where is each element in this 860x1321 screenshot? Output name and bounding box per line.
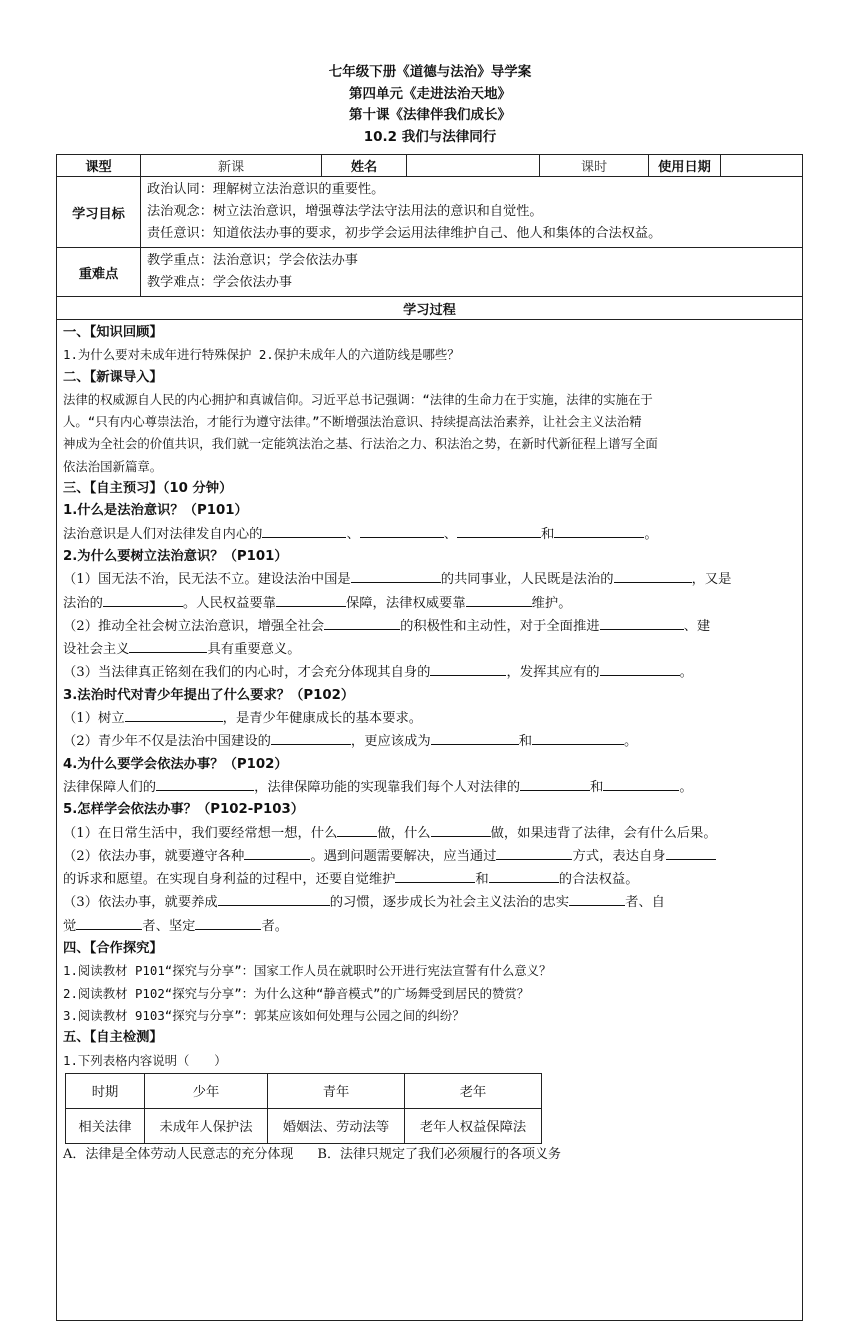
fill-text: 和 bbox=[518, 734, 532, 750]
fill-text: 。 bbox=[644, 526, 658, 542]
intro-paragraph-line: 依法治国新篇章。 bbox=[63, 458, 163, 474]
explore-question: 1.阅读教材 P101“探究与分享”：国家工作人员在就职时公开进行宪法宣誓有什么意义？ bbox=[63, 963, 552, 979]
fill-text: ，更应该成为 bbox=[350, 734, 431, 750]
goal-item: 法治观念：树立法治意识，增强尊法学法守法用法的意识和自觉性。 bbox=[147, 204, 543, 219]
fill-text: 、 bbox=[443, 526, 458, 542]
fill-text: 设社会主义 bbox=[63, 642, 130, 658]
fill-text: 维护。 bbox=[531, 595, 572, 611]
answer-blank[interactable] bbox=[466, 592, 532, 607]
fill-text: ，又是 bbox=[691, 572, 732, 588]
process-body-row bbox=[57, 320, 803, 1321]
question-4: 4.为什么要学会依法办事？（P102） bbox=[63, 756, 288, 772]
question-5-fill-1 bbox=[63, 822, 796, 845]
fill-text: 做，如果违背了法律，会有什么后果。 bbox=[490, 825, 717, 841]
question-5-fill-3 bbox=[63, 891, 796, 938]
section-preview-heading: 三、【自主预习】（10 分钟） bbox=[63, 481, 233, 497]
fill-text: 。 bbox=[679, 779, 693, 795]
fill-text: 。 bbox=[679, 665, 693, 681]
answer-blank[interactable] bbox=[125, 707, 223, 722]
question-3: 3.法治时代对青少年提出了什么要求？（P102） bbox=[63, 687, 355, 703]
table-cell: 老年人权益保障法 bbox=[405, 1108, 542, 1143]
answer-blank[interactable] bbox=[351, 568, 441, 583]
answer-blank[interactable] bbox=[520, 776, 590, 791]
fill-text: 者、坚定 bbox=[142, 918, 196, 934]
table-cell: 未成年人保护法 bbox=[145, 1108, 268, 1143]
document-title-block bbox=[0, 62, 860, 148]
study-guide-table bbox=[56, 154, 803, 1321]
grade-title: 七年级下册《道德与法治》导学案 bbox=[328, 64, 532, 80]
answer-blank[interactable] bbox=[129, 638, 207, 653]
option-a[interactable]: A．法律是全体劳动人民意志的充分体现 bbox=[63, 1146, 294, 1162]
option-b[interactable]: B．法律只规定了我们必须履行的各项义务 bbox=[317, 1146, 561, 1162]
key-points-row bbox=[57, 248, 803, 297]
key-points-content bbox=[141, 248, 803, 297]
answer-blank[interactable] bbox=[395, 868, 475, 883]
fill-text: ，发挥其应有的 bbox=[506, 665, 600, 681]
fill-text: 、 bbox=[346, 526, 360, 542]
answer-blank[interactable] bbox=[244, 845, 310, 860]
review-question: 1.为什么要对未成年进行特殊保护 2.保护未成年人的六道防线是哪些？ bbox=[63, 347, 460, 363]
answer-blank[interactable] bbox=[430, 661, 506, 676]
answer-blank[interactable] bbox=[360, 523, 444, 538]
answer-blank[interactable] bbox=[496, 845, 572, 860]
fill-text: 的共同事业，人民既是法治的 bbox=[440, 572, 614, 588]
answer-blank[interactable] bbox=[195, 915, 261, 930]
fill-text: ，法律保障功能的实现靠我们每个人对法律的 bbox=[254, 779, 521, 795]
lesson-title: 第十课《法律伴我们成长》 bbox=[349, 107, 511, 123]
law-period-table bbox=[65, 1073, 542, 1144]
fill-text: 的习惯，逐步成长为社会主义法治的忠实 bbox=[329, 895, 570, 911]
question-2-fill-1 bbox=[63, 568, 796, 615]
fill-text: 。遇到问题需要解决，应当通过 bbox=[310, 848, 497, 864]
fill-text: 者。 bbox=[261, 918, 289, 934]
fill-text: ，是青少年健康成长的基本要求。 bbox=[222, 711, 423, 727]
fill-text: 法律保障人们的 bbox=[63, 779, 157, 795]
answer-blank[interactable] bbox=[532, 730, 624, 745]
key-points-label: 重难点 bbox=[57, 248, 141, 297]
question-1-fill bbox=[63, 523, 796, 546]
fill-text: 具有重要意义。 bbox=[207, 642, 301, 658]
fill-text: 的合法权益。 bbox=[558, 872, 639, 888]
process-body bbox=[57, 320, 803, 1321]
explore-question: 3.阅读教材 9103“探究与分享”：郭某应该如何处理与公园之间的纠纷？ bbox=[63, 1007, 465, 1023]
section-review-heading: 一、【知识回顾】 bbox=[63, 325, 163, 340]
use-date-field[interactable] bbox=[721, 155, 803, 177]
goals-row bbox=[57, 177, 803, 248]
lesson-type-label: 课型 bbox=[57, 155, 141, 177]
fill-text: 觉 bbox=[63, 918, 77, 934]
question-2-fill-2 bbox=[63, 615, 796, 662]
table-header-cell: 青年 bbox=[268, 1073, 405, 1108]
answer-blank[interactable] bbox=[489, 868, 559, 883]
table-cell: 相关法律 bbox=[66, 1108, 145, 1143]
answer-blank[interactable] bbox=[603, 776, 679, 791]
fill-text: （1）国无法不治，民无法不立。建设法治中国是 bbox=[63, 572, 351, 588]
student-name-field[interactable] bbox=[407, 155, 540, 177]
fill-text: （2）依法办事，就要遵守各种 bbox=[63, 848, 245, 864]
question-2: 2.为什么要树立法治意识？（P101） bbox=[63, 548, 288, 564]
answer-blank[interactable] bbox=[614, 568, 692, 583]
goals-label: 学习目标 bbox=[57, 177, 141, 248]
intro-paragraph-line: 人。“只有内心尊崇法治，才能行为遵守法律。”不断增强法治意识、持续提高法治素养，让社会主义法治精 bbox=[63, 414, 642, 430]
table-header-cell: 老年 bbox=[405, 1073, 542, 1108]
section-explore-heading: 四、【合作探究】 bbox=[63, 941, 163, 957]
question-4-fill bbox=[63, 776, 796, 799]
answer-blank[interactable] bbox=[600, 615, 684, 630]
table-header-cell: 少年 bbox=[145, 1073, 268, 1108]
fill-text: 。 bbox=[624, 734, 638, 750]
test-question-1: 1.下列表格内容说明（ ） bbox=[63, 1052, 227, 1068]
question-5-fill-2 bbox=[63, 845, 796, 892]
question-3-fill-2 bbox=[63, 730, 796, 753]
fill-text: 和 bbox=[475, 872, 489, 888]
answer-blank[interactable] bbox=[276, 592, 346, 607]
answer-options bbox=[63, 1144, 796, 1166]
fill-text: （3）当法律真正铭刻在我们的内心时，才会充分体现其自身的 bbox=[63, 665, 431, 681]
question-1: 1.什么是法治意识？（P101） bbox=[63, 503, 248, 519]
goals-content bbox=[141, 177, 803, 248]
unit-title: 第四单元《走进法治天地》 bbox=[349, 85, 511, 102]
question-3-fill-1 bbox=[63, 707, 796, 730]
answer-blank[interactable] bbox=[337, 822, 377, 837]
answer-blank[interactable] bbox=[569, 891, 625, 906]
answer-blank[interactable] bbox=[600, 661, 680, 676]
fill-text: （2）青少年不仅是法治中国建设的 bbox=[63, 734, 271, 750]
process-title-row bbox=[57, 297, 803, 320]
answer-blank[interactable] bbox=[666, 845, 716, 860]
fill-text: 保障，法律权威要靠 bbox=[345, 595, 466, 611]
fill-text: 的积极性和主动性，对于全面推进 bbox=[400, 618, 600, 634]
answer-blank[interactable] bbox=[271, 730, 351, 745]
fill-text: 和 bbox=[541, 526, 555, 542]
fill-text: 、建 bbox=[683, 618, 711, 634]
section-title: 10.2 我们与法律同行 bbox=[363, 128, 497, 145]
intro-paragraph-line: 神成为全社会的价值共识，我们就一定能筑法治之基、行法治之力、积法治之势，在新时代新征程上谱写全面 bbox=[63, 436, 658, 452]
goal-item: 责任意识：知道依法办事的要求，初步学会运用法律维护自己、他人和集体的合法权益。 bbox=[147, 226, 662, 241]
table-cell: 婚姻法、劳动法等 bbox=[268, 1108, 405, 1143]
period-label: 课时 bbox=[540, 155, 649, 177]
answer-blank[interactable] bbox=[554, 523, 644, 538]
intro-paragraph-line: 法律的权威源自人民的内心拥护和真诚信仰。习近平总书记强调：“法律的生命力在于实施，法律的实施在于 bbox=[63, 391, 653, 407]
explore-question: 2.阅读教材 P102“探究与分享”：为什么这种“静音模式”的广场舞受到居民的赞赏？ bbox=[63, 985, 530, 1001]
table-row bbox=[66, 1073, 542, 1108]
fill-text: （2）推动全社会树立法治意识，增强全社会 bbox=[63, 618, 325, 634]
answer-blank[interactable] bbox=[457, 523, 541, 538]
key-point-item: 教学重点：法治意识；学会依法办事 bbox=[147, 253, 358, 268]
fill-text: 法治意识是人们对法律发自内心的 bbox=[63, 526, 263, 542]
section-intro-heading: 二、【新课导入】 bbox=[63, 369, 163, 385]
key-point-item: 教学难点：学会依法办事 bbox=[147, 275, 293, 290]
question-2-fill-3 bbox=[63, 661, 796, 684]
fill-text: 方式，表达自身 bbox=[572, 848, 666, 864]
fill-text: （1）在日常生活中，我们要经常想一想，什么 bbox=[63, 825, 338, 841]
fill-text: （1）树立 bbox=[63, 711, 125, 727]
fill-text: 做，什么 bbox=[377, 825, 431, 841]
info-row bbox=[57, 155, 803, 177]
answer-blank[interactable] bbox=[262, 523, 346, 538]
use-date-label: 使用日期 bbox=[649, 155, 721, 177]
process-title: 学习过程 bbox=[57, 297, 803, 320]
answer-blank[interactable] bbox=[431, 730, 519, 745]
goal-item: 政治认同：理解树立法治意识的重要性。 bbox=[147, 182, 385, 197]
fill-text: 的诉求和愿望。在实现自身利益的过程中，还要自觉维护 bbox=[63, 872, 396, 888]
section-test-heading: 五、【自主检测】 bbox=[63, 1030, 163, 1046]
lesson-type-value: 新课 bbox=[141, 155, 322, 177]
student-name-label: 姓名 bbox=[322, 155, 407, 177]
question-5: 5.怎样学会依法办事？（P102-P103） bbox=[63, 802, 305, 818]
answer-blank[interactable] bbox=[218, 891, 330, 906]
answer-blank[interactable] bbox=[324, 615, 400, 630]
fill-text: 法治的 bbox=[63, 595, 103, 611]
fill-text: （3）依法办事，就要养成 bbox=[63, 895, 218, 911]
fill-text: 和 bbox=[590, 779, 604, 795]
answer-blank[interactable] bbox=[431, 822, 491, 837]
fill-text: 者、自 bbox=[625, 895, 665, 911]
answer-blank[interactable] bbox=[76, 915, 142, 930]
table-row bbox=[66, 1108, 542, 1143]
fill-text: 。人民权益要靠 bbox=[182, 595, 276, 611]
answer-blank[interactable] bbox=[103, 592, 183, 607]
answer-blank[interactable] bbox=[156, 776, 254, 791]
table-header-cell: 时期 bbox=[66, 1073, 145, 1108]
